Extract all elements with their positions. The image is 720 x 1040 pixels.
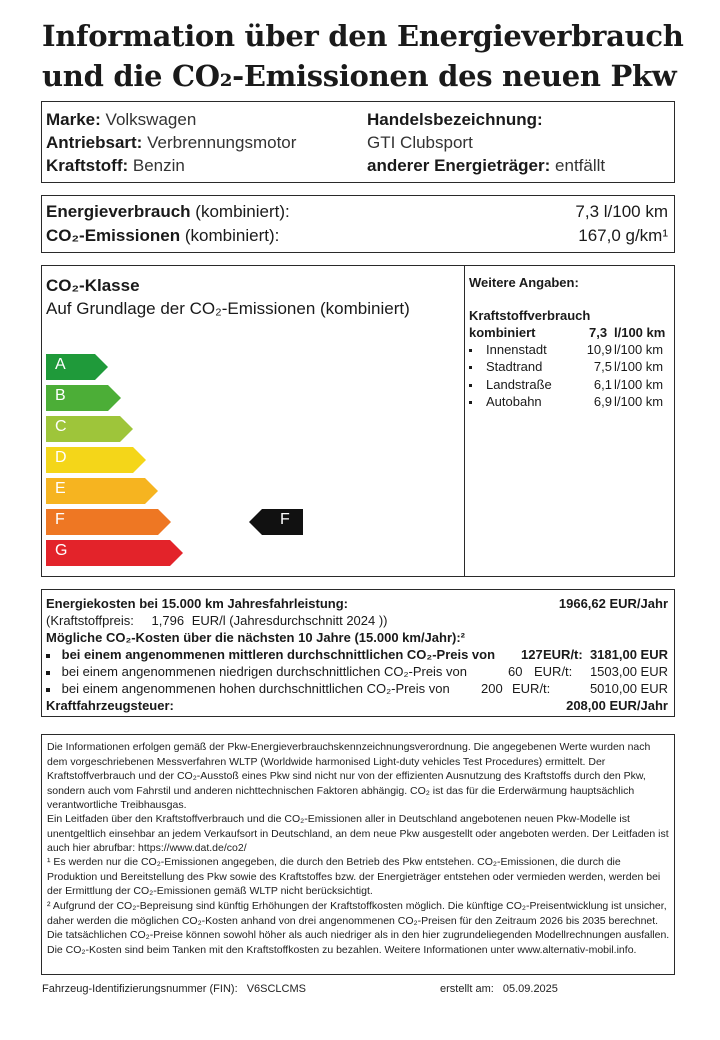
fuel-price-row	[46, 612, 388, 629]
brand-row	[46, 108, 196, 131]
class-letter: C	[55, 418, 67, 435]
tax-label: Kraftfahrzeugsteuer:	[46, 698, 174, 713]
footnote-1: ¹ Es werden nur die CO₂-Emissionen angegeben, die durch den Betrieb des Pkw entstehen. CO₂-Emissionen, die durch die Produktion und Bereitstellung des Pkw sowie des Kraftstoffes bzw. der Energieträger entstehen oder vermieden werden, werden bei der Ermittlung der CO₂-Emissionen gemäß WLTP nicht berücksichtigt.	[47, 856, 661, 897]
fuel-label: Kraftstoff:	[46, 156, 129, 175]
fuel-price-value: 1,796	[151, 613, 185, 628]
drive-row	[46, 131, 296, 154]
co2-class-arrow-b	[46, 385, 121, 411]
fin-value: V6SCLCMS	[246, 983, 306, 995]
footnote-2: ² Aufgrund der CO₂-Bepreisung sind künftig Erhöhungen der Kraftstoffkosten möglich. Die künftige CO₂-Preisentwicklung ist unsicher, daher werden die möglichen CO₂-Kosten anhand von drei angenommenen CO₂-Preisen für den Zeitraum 2026 bis 2035 berechnet. Die tatsächlichen CO₂-Preise können sowohl höher als auch niedriger als in den hier zugrundeliegenden Modellrechnungen ausfallen. Die CO₂-Kosten sind beim Tanken mit den Kraftstoffkosten zu bezahlen. Weitere Informationen unter www.alternativ-mobil.info.	[47, 900, 670, 956]
created-label: erstellt am:	[440, 983, 494, 995]
current-class-label: F	[280, 511, 290, 528]
title-line-1: Information über den Energieverbrauch	[42, 19, 684, 53]
other-energy-row	[367, 154, 605, 177]
consumption-row-label: Stadtrand	[486, 359, 543, 375]
drive-value: Verbrennungsmotor	[147, 133, 297, 152]
class-letter: E	[55, 480, 66, 497]
co2-class-divider	[464, 266, 465, 576]
co2-class-arrow-a	[46, 354, 108, 380]
fuel-consumption-heading: Kraftstoffverbrauch	[469, 308, 591, 323]
consumption-row-label: Autobahn	[486, 393, 542, 409]
high-value: 5010,00 EUR	[589, 681, 668, 696]
low-label: bei einem angenommenen niedrigen durchschnittlichen CO₂-Preis von	[61, 664, 468, 679]
current-class-arrow-icon	[249, 509, 303, 535]
consumption-row-unit: l/100 km	[614, 359, 664, 375]
title-line-2: und die CO₂-Emissionen des neuen Pkw	[42, 59, 677, 93]
info-paragraph-2: Ein Leitfaden über den Kraftstoffverbrauch und die CO₂-Emissionen aller in Deutschland angebotenen neuen Pkw-Modelle ist unentgeltlich einsehbar an jedem Verkaufsort in Deutschland, an dem neue Pkw ausgestellt oder angeboten werden. Der Leitfaden ist auch hier abrufbar: https://www.dat.de/co2/	[47, 813, 669, 854]
current-class-marker	[249, 509, 303, 535]
brand-label: Marke:	[46, 110, 101, 129]
combined-value: 7,3	[589, 325, 608, 340]
co2-class-subheading: Auf Grundlage der CO₂-Emissionen (kombiniert)	[46, 299, 410, 318]
co2-class-arrow-g	[46, 540, 183, 566]
class-letter: B	[55, 387, 66, 404]
co2-class-arrow-d	[46, 447, 146, 473]
bullet-icon	[46, 671, 50, 675]
trade-value: GTI Clubsport	[367, 133, 473, 152]
consumption-row	[469, 341, 669, 358]
other-energy-value: entfällt	[555, 156, 606, 175]
high-unit: EUR/t:	[512, 681, 551, 696]
created-row	[440, 982, 558, 996]
info-paragraph-1: Die Informationen erfolgen gemäß der Pkw-Energieverbrauchskennzeichnungsverordnung. Die angegebenen Werte wurden nach dem vorgeschriebenen Messverfahren WLTP (Worldwide harmonised Light-duty vehicles Test Procedures) ermittelt. Der Kraftstoffverbrauch und der CO₂-Ausstoß eines Pkw sind nicht nur von der effizienten Ausnutzung des Kraftstoffs durch den Pkw, sondern auch vom Fahrstil und anderen nichttechnischen Faktoren abhängig. CO₂ ist das für die Erderwärmung hauptsächlich verantwortliche Treibhausgas.	[47, 741, 651, 811]
consumption-row-label: Innenstadt	[486, 342, 547, 357]
further-heading: Weitere Angaben:	[469, 275, 579, 290]
energy-costs-label: Energiekosten bei 15.000 km Jahresfahrleistung:	[46, 596, 349, 611]
fuel-row	[46, 154, 185, 177]
combined-unit: l/100 km	[614, 325, 666, 340]
costs-box	[41, 589, 675, 717]
bullet-icon	[46, 654, 50, 658]
co2-class-arrow-c	[46, 416, 133, 442]
class-letter: F	[55, 511, 65, 528]
low-price-row	[46, 663, 573, 680]
trade-label-row	[367, 108, 543, 131]
energy-value: 7,3 l/100 km	[575, 202, 668, 221]
fuel-price-suffix: EUR/l (Jahresdurchschnitt 2024 ))	[191, 613, 388, 628]
consumption-row	[469, 393, 669, 410]
fin-label: Fahrzeug-Identifizierungsnummer (FIN):	[42, 983, 238, 995]
created-value: 05.09.2025	[502, 983, 558, 995]
energy-label: Energieverbrauch	[46, 202, 191, 221]
consumption-row-value: 6,9	[593, 393, 612, 409]
consumption-row-value: 10,9	[586, 342, 612, 357]
low-value: 1503,00 EUR	[589, 664, 668, 679]
consumption-row	[469, 358, 669, 375]
tax-value: 208,00 EUR/Jahr	[566, 698, 668, 713]
drive-label: Antriebsart:	[46, 133, 143, 152]
bullet-icon	[469, 349, 472, 352]
co2-class-box	[41, 265, 675, 577]
high-price-row	[46, 680, 551, 697]
fin-row	[42, 982, 306, 996]
brand-value: Volkswagen	[105, 110, 197, 129]
energy-costs-value: 1966,62 EUR/Jahr	[558, 596, 668, 611]
energy-suffix: (kombiniert):	[195, 202, 290, 221]
high-label: bei einem angenommenen hohen durchschnittlichen CO₂-Preis von	[61, 681, 450, 696]
class-letter: D	[55, 449, 67, 466]
bullet-icon	[469, 366, 472, 369]
fuel-price-prefix: (Kraftstoffpreis:	[46, 613, 134, 628]
high-price: 200	[481, 681, 503, 696]
mid-label: bei einem angenommenen mittleren durchschnittlichen CO₂-Preis von	[61, 647, 496, 662]
mid-price-row	[46, 646, 583, 663]
class-letter: G	[55, 542, 68, 559]
co2-costs-label: Mögliche CO₂-Kosten über die nächsten 10 Jahre (15.000 km/Jahr):²	[46, 630, 466, 645]
co2-class-heading: CO₂-Klasse	[46, 276, 140, 295]
combined-label: kombiniert	[469, 325, 536, 340]
consumption-row-unit: l/100 km	[614, 376, 664, 392]
bullet-icon	[46, 688, 50, 692]
class-letter: A	[55, 356, 66, 373]
page-title	[42, 16, 692, 96]
other-energy-label: anderer Energieträger:	[367, 156, 551, 175]
consumption-box	[41, 195, 675, 253]
consumption-row	[469, 376, 669, 393]
low-unit: EUR/t:	[534, 664, 573, 679]
mid-value: 3181,00 EUR	[589, 647, 668, 662]
trade-value-row	[367, 131, 473, 154]
fuel-value: Benzin	[132, 156, 185, 175]
co2-value: 167,0 g/km¹	[578, 226, 668, 245]
co2-class-arrow-f	[46, 509, 171, 535]
energy-row	[46, 200, 290, 224]
co2-class-arrow-e	[46, 478, 158, 504]
low-price: 60	[508, 664, 523, 679]
bullet-icon	[469, 401, 472, 404]
vehicle-info-box	[41, 101, 675, 183]
consumption-row-value: 7,5	[593, 359, 612, 375]
consumption-row-unit: l/100 km	[614, 342, 664, 357]
mid-unit: EUR/t:	[543, 647, 583, 662]
trade-label: Handelsbezeichnung:	[367, 110, 543, 129]
combined-row	[469, 324, 669, 341]
co2-label: CO₂-Emissionen	[46, 226, 181, 245]
consumption-row-label: Landstraße	[486, 376, 552, 392]
bullet-icon	[469, 384, 472, 387]
co2-suffix: (kombiniert):	[184, 226, 280, 245]
co2-row	[46, 224, 279, 248]
legal-info-box	[41, 734, 675, 975]
consumption-row-value: 6,1	[593, 376, 612, 392]
mid-price: 127	[521, 647, 543, 662]
consumption-row-unit: l/100 km	[614, 393, 664, 409]
